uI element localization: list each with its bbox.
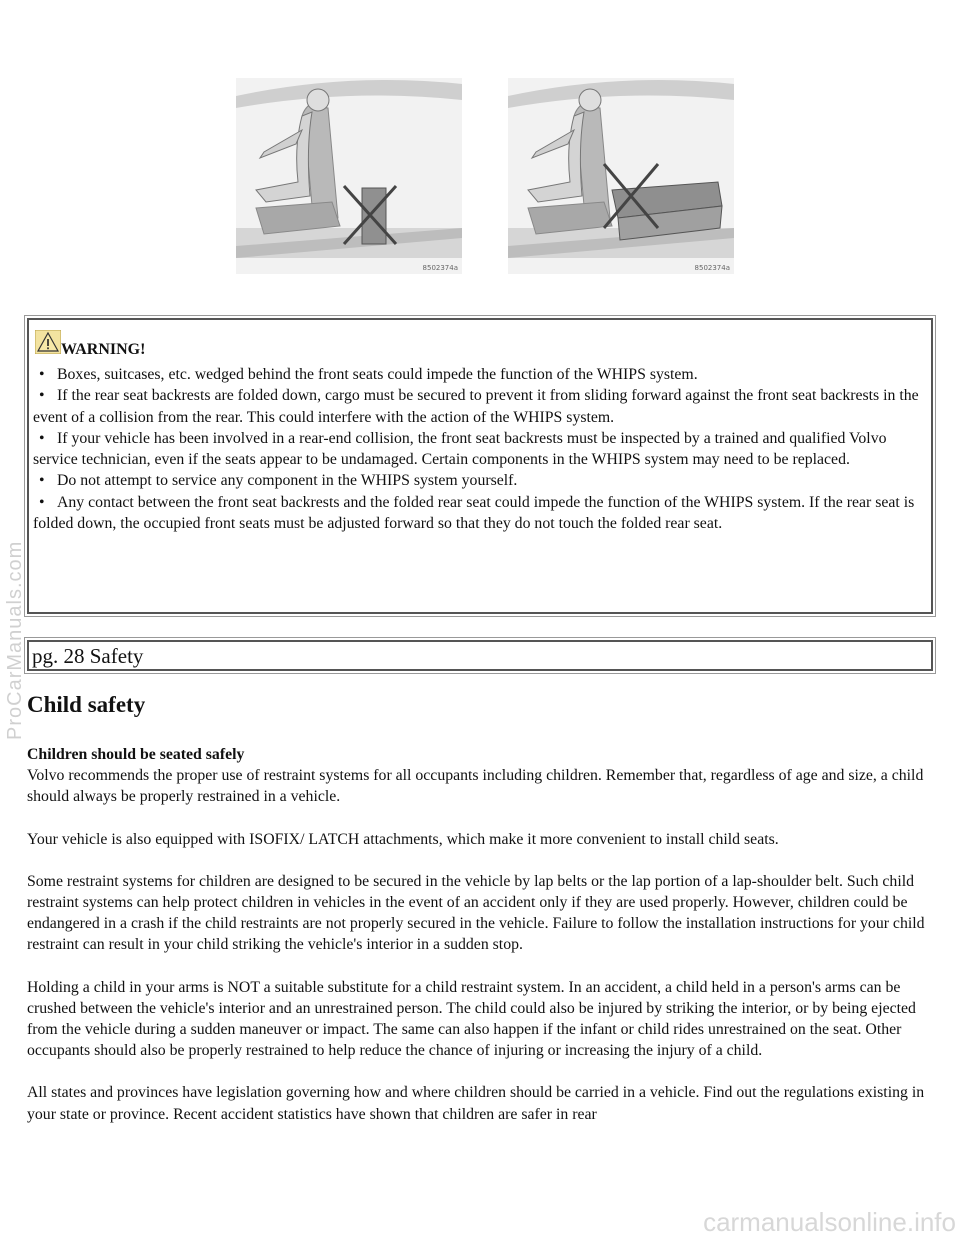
figure-box-behind-seat	[236, 78, 462, 274]
body-text	[27, 744, 937, 1146]
subheading: Children should be seated safely	[27, 746, 245, 763]
warning-item: • Any contact between the front seat backrests and the folded rear seat could impede the function of the WHIPS system. If the rear seat is folded down, the occupied front seats must be adjusted forward so that they do not touch the folded rear seat.	[33, 493, 915, 533]
warning-item-text: Any contact between the front seat backrests and the folded rear seat could impede the function of the WHIPS system. If the rear seat is folded down, the occupied front seats must be adjusted forward so that they do not touch the folded rear seat.	[33, 493, 915, 533]
paragraph: All states and provinces have legislation governing how and where children should be carried in a vehicle. Find out the regulations existing in your state or province. Recent accident statistics have shown that children are safer in rear	[27, 1084, 925, 1123]
warning-item: • If your vehicle has been involved in a rear-end collision, the front seat backrests must be inspected by a trained and qualified Volvo service technician, even if the seats appear to be undamaged. Certain components in the WHIPS system may need to be replaced.	[33, 429, 887, 469]
warning-triangle-icon	[35, 330, 61, 354]
illustration-row	[236, 78, 730, 274]
section-title: Child safety	[27, 692, 146, 717]
warning-item-text: If the rear seat backrests are folded down, cargo must be secured to prevent it from sliding forward against the front seat backrests in the event of a collision from the rear. This could interfere with the action of the WHIPS system.	[33, 387, 919, 426]
seat-illustration-left	[236, 78, 462, 274]
page-header-bar: pg. 28 Safety	[27, 640, 933, 671]
paragraph: Some restraint systems for children are designed to be secured in the vehicle by lap belts or the lap portion of a lap-shoulder belt. Such child restraint systems can help protect children in vehicles in the event of an accident only if they are used properly. However, children could be endangered in a crash if the child restraints are not properly secured in the vehicle. Failure to follow the installation instructions for your child restraint can result in your child striking the vehicle's interior in a sudden stop.	[27, 872, 925, 954]
paragraph-text: Volvo recommends the proper use of restraint systems for all occupants including children. Remember that, regardless of age and size, a child should always be properly restrained in a vehicle.	[27, 767, 924, 806]
figure-seat-touching	[508, 78, 734, 274]
warning-item: • If the rear seat backrests are folded down, cargo must be secured to prevent it from sliding forward against the front seat backrests in the event of a collision from the rear. This could interfere with the action of the WHIPS system.	[33, 387, 919, 426]
warning-header	[33, 326, 927, 360]
warning-item-text: If your vehicle has been involved in a rear-end collision, the front seat backrests must be inspected by a trained and qualified Volvo service technician, even if the seats appear to be undamaged. Certain components in the WHIPS system may need to be replaced.	[33, 429, 887, 469]
warning-item: • Do not attempt to service any component in the WHIPS system yourself.	[39, 472, 518, 490]
paragraph: Holding a child in your arms is NOT a suitable substitute for a child restraint system. In an accident, a child held in a person's arms can be crushed between the vehicle's interior and an unrestrained person. The child could also be injured by striking the interior, or by being ejected from the vehicle during a sudden maneuver or impact. The same can also happen if the infant or child rides unrestrained on the seat. Other occupants should also be properly restrained to help reduce the chance of injuring or increasing the injury of a child.	[27, 978, 916, 1060]
warning-item: • Boxes, suitcases, etc. wedged behind the front seats could impede the function of the WHIPS system.	[39, 366, 698, 383]
intro-paragraph	[27, 744, 937, 808]
warning-list	[33, 364, 927, 534]
figure-code: 8502374a	[694, 264, 730, 272]
warning-title: WARNING!	[61, 340, 146, 358]
side-watermark: ProCarManuals.com	[4, 540, 26, 740]
bottom-watermark: carmanualsonline.info	[703, 1207, 956, 1237]
warning-item-text: Boxes, suitcases, etc. wedged behind the front seats could impede the function of the WHIPS system.	[57, 366, 698, 383]
warning-box	[27, 318, 933, 614]
figure-code: 8502374a	[422, 264, 458, 272]
seat-illustration-right	[508, 78, 734, 274]
warning-item-text: Do not attempt to service any component in the WHIPS system yourself.	[57, 472, 518, 490]
paragraph: Your vehicle is also equipped with ISOFIX/ LATCH attachments, which make it more convenient to install child seats.	[27, 830, 779, 848]
